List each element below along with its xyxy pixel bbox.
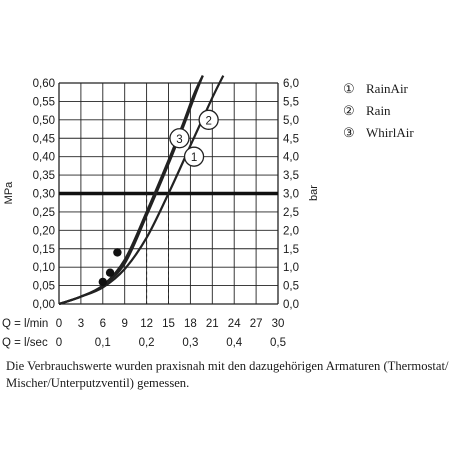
x-lmin-tick-label: 12 bbox=[140, 318, 153, 330]
x-lmin-tick-label: 18 bbox=[184, 318, 197, 330]
caption: Die Verbrauchswerte wurden praxisnah mit den dazugehörigen Armaturen (Thermostat/ Mischer/Unterputzventil) gemessen. bbox=[6, 359, 449, 390]
tick-labels bbox=[33, 78, 299, 349]
x-lsec-tick-label: 0,3 bbox=[182, 337, 199, 349]
legend-number: ① bbox=[343, 81, 355, 96]
legend-label: RainAir bbox=[366, 81, 408, 96]
x-lsec-tick-label: 0,4 bbox=[226, 337, 243, 349]
y-left-tick-label: 0,10 bbox=[32, 262, 55, 275]
legend-label: WhirlAir bbox=[366, 125, 414, 140]
y-right-tick-label: 2,5 bbox=[283, 206, 299, 219]
x-axis-title-lmin: Q = l/min bbox=[2, 318, 49, 330]
legend-number: ② bbox=[343, 103, 355, 118]
curve-marker-number: 2 bbox=[205, 115, 212, 128]
y-right-tick-label: 4,0 bbox=[283, 151, 299, 164]
x-lmin-tick-label: 21 bbox=[205, 318, 219, 330]
x-lmin-tick-label: 0 bbox=[55, 318, 63, 330]
legend-number: ③ bbox=[343, 125, 355, 140]
y-left-tick-label: 0,55 bbox=[32, 96, 55, 109]
x-lmin-tick-label: 15 bbox=[162, 318, 175, 330]
x-axis-title-lsec: Q = l/sec bbox=[2, 337, 48, 349]
x-lmin-tick-label: 27 bbox=[249, 318, 263, 330]
x-lmin-tick-label: 3 bbox=[77, 318, 85, 330]
y-left-tick-label: 0,50 bbox=[32, 114, 55, 127]
x-lsec-tick-label: 0,5 bbox=[270, 337, 286, 349]
y-right-tick-label: 1,0 bbox=[283, 262, 299, 275]
x-lsec-tick-label: 0 bbox=[55, 337, 63, 349]
y-right-tick-label: 1,5 bbox=[283, 243, 299, 256]
curve-rainair bbox=[59, 76, 223, 304]
y-axis-title-left: MPa bbox=[3, 181, 15, 205]
y-right-tick-label: 0,5 bbox=[283, 280, 299, 293]
y-right-tick-label: 5,5 bbox=[283, 96, 299, 109]
y-left-tick-label: 0,00 bbox=[32, 299, 55, 311]
legend bbox=[343, 81, 414, 140]
y-left-tick-label: 0,25 bbox=[32, 206, 55, 219]
x-lmin-tick-label: 24 bbox=[227, 318, 241, 330]
y-right-tick-label: 3,0 bbox=[283, 188, 299, 201]
x-lmin-tick-label: 6 bbox=[99, 318, 107, 330]
y-right-tick-label: 3,5 bbox=[283, 170, 299, 183]
data-point bbox=[99, 278, 107, 286]
y-right-tick-label: 4,5 bbox=[283, 133, 299, 146]
y-left-tick-label: 0,05 bbox=[32, 280, 55, 293]
y-right-tick-label: 5,0 bbox=[283, 114, 299, 127]
y-axis-title-right: bar bbox=[308, 185, 320, 201]
y-left-tick-label: 0,35 bbox=[32, 170, 55, 183]
legend-label: Rain bbox=[366, 103, 391, 118]
y-left-tick-label: 0,40 bbox=[32, 151, 55, 164]
curve-marker-number: 3 bbox=[176, 133, 183, 146]
y-left-tick-label: 0,60 bbox=[32, 78, 55, 90]
curve-marker-number: 1 bbox=[190, 152, 198, 165]
curves bbox=[59, 76, 223, 304]
y-left-tick-label: 0,15 bbox=[32, 243, 55, 256]
x-lsec-tick-label: 0,2 bbox=[138, 337, 155, 349]
data-point bbox=[106, 268, 114, 276]
x-lsec-tick-label: 0,1 bbox=[94, 337, 111, 349]
y-left-tick-label: 0,45 bbox=[32, 133, 55, 146]
y-right-tick-label: 6,0 bbox=[283, 78, 299, 90]
y-right-tick-label: 0,0 bbox=[283, 299, 299, 311]
y-right-tick-label: 2,0 bbox=[283, 225, 299, 238]
y-left-tick-label: 0,30 bbox=[32, 188, 55, 201]
x-lmin-tick-label: 9 bbox=[121, 318, 128, 330]
data-point bbox=[113, 248, 121, 256]
x-lmin-tick-label: 30 bbox=[271, 318, 285, 330]
y-left-tick-label: 0,20 bbox=[32, 225, 55, 238]
